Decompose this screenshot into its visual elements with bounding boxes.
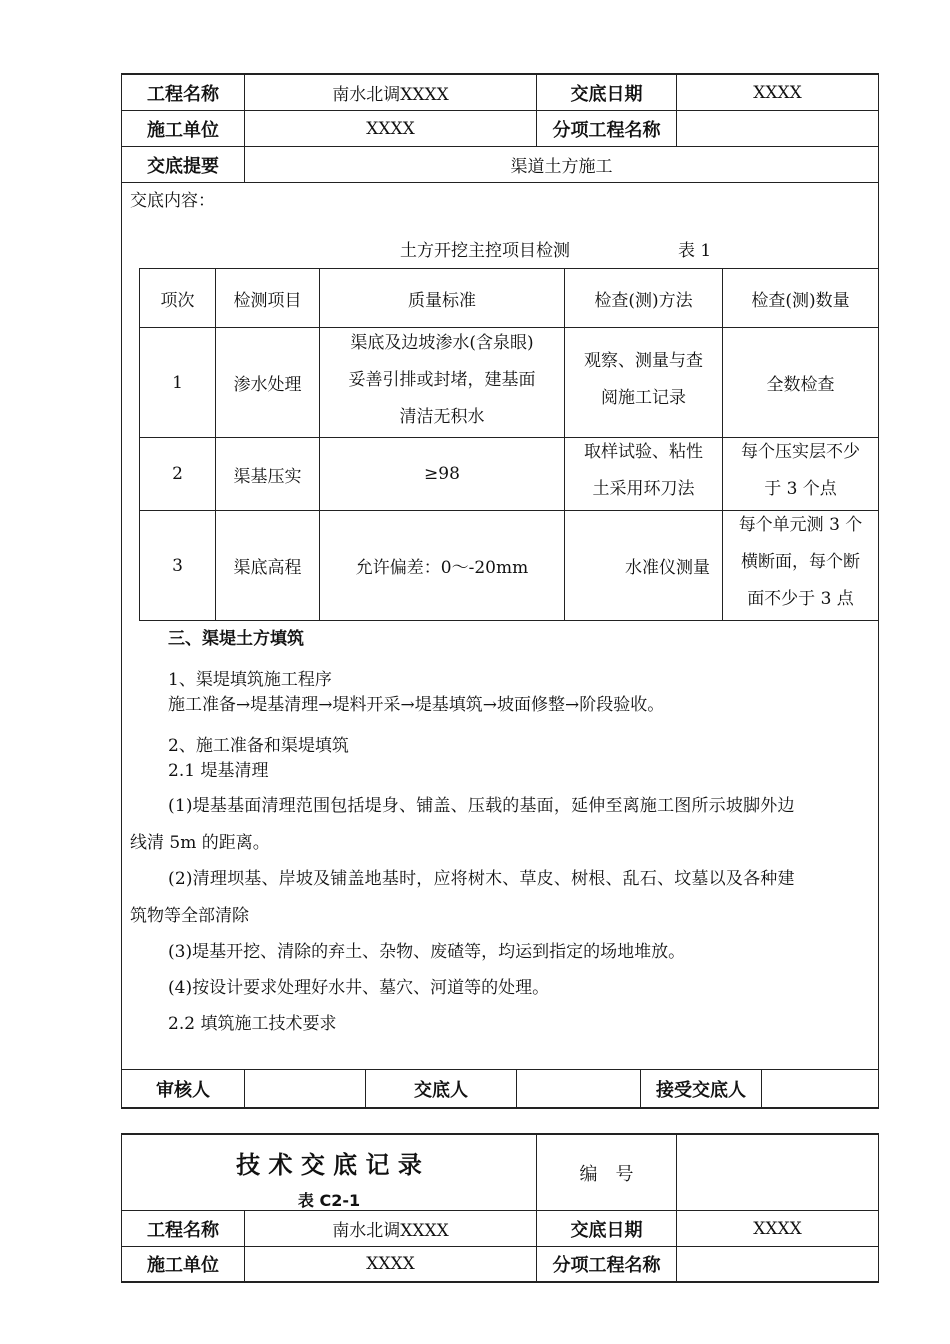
table-row-3-quantity: 每个单元测 3 个 横断面，每个断 面不少于 3 点 <box>738 515 863 609</box>
table-row-2-method: 取样试验、粘性 土采用环刀法 <box>584 442 703 499</box>
table-row-1-method: 观察、测量与查 阅施工记录 <box>584 351 703 408</box>
col-header-no: 项次 <box>160 290 195 311</box>
project-name-label-2: 工程名称 <box>147 1219 219 1241</box>
table-row-2-item: 渠基压实 <box>233 466 302 487</box>
table1-number: 表 1 <box>678 241 712 261</box>
paragraph-9: 2.2 填筑施工技术要求 <box>168 1014 337 1034</box>
paragraph-6a: (2)清理坝基、岸坡及铺盖地基时，应将树木、草皮、树根、乱石、坟墓以及各种建 <box>168 869 795 889</box>
summary-label: 交底提要 <box>147 155 219 177</box>
table-row-1-standard: 渠底及边坡渗水(含泉眼) 妥善引排或封堵，建基面 清洁无积水 <box>348 333 536 427</box>
table-row-3-no: 3 <box>172 555 183 576</box>
paragraph-5b: 线清 5m 的距离。 <box>130 833 270 853</box>
receiver-value <box>762 1070 878 1107</box>
col-header-quantity: 检查(测)数量 <box>751 290 850 311</box>
receiver-label: 接受交底人 <box>656 1079 746 1101</box>
table1-caption: 土方开挖主控项目检测 <box>400 241 570 261</box>
sub-project-label-2: 分项工程名称 <box>552 1255 661 1276</box>
reviewer-label: 审核人 <box>156 1079 210 1101</box>
date-value: XXXX <box>753 82 802 103</box>
project-name-label: 工程名称 <box>147 83 219 105</box>
section-3-title: 三、渠堤土方填筑 <box>168 629 304 649</box>
presenter-label: 交底人 <box>414 1079 468 1101</box>
paragraph-2: 施工准备→堤基清理→堤料开采→堤基填筑→坡面修整→阶段验收。 <box>168 695 665 715</box>
table-row-1-item: 渗水处理 <box>233 375 302 395</box>
sub-project-value-2 <box>677 1247 878 1281</box>
sub-project-value <box>677 111 878 146</box>
paragraph-6b: 筑物等全部清除 <box>130 906 249 926</box>
date-label-2: 交底日期 <box>570 1219 643 1241</box>
form-title: 技 术 交 底 记 录 <box>236 1151 422 1179</box>
project-name-value-2: 南水北调XXXX <box>332 1221 449 1241</box>
table-row-2-standard: ≥98 <box>424 464 460 484</box>
table-row-2-no: 2 <box>172 464 183 484</box>
paragraph-7: (3)堤基开挖、清除的弃土、杂物、废碴等，均运到指定的场地堆放。 <box>168 942 686 962</box>
paragraph-8: (4)按设计要求处理好水井、墓穴、河道等的处理。 <box>168 978 550 998</box>
col-header-standard: 质量标准 <box>408 290 476 311</box>
col-header-method: 检查(测)方法 <box>594 290 693 311</box>
table-row-1-quantity: 全数检查 <box>766 375 835 395</box>
unit-value-2: XXXX <box>366 1254 415 1274</box>
form-number: 表 C2-1 <box>297 1191 361 1210</box>
sub-project-label: 分项工程名称 <box>552 119 661 141</box>
serial-number-label: 编 号 <box>579 1163 634 1185</box>
unit-label: 施工单位 <box>147 119 219 141</box>
table-row-2-quantity: 每个压实层不少 于 3 个点 <box>741 442 860 499</box>
serial-number-value <box>677 1135 878 1210</box>
summary-value: 渠道土方施工 <box>510 157 613 177</box>
unit-value: XXXX <box>366 118 415 139</box>
table-row-3-item: 渠底高程 <box>233 558 302 578</box>
table-row-3-standard: 允许偏差：0～-20mm <box>355 558 529 578</box>
paragraph-3: 2、施工准备和渠堤填筑 <box>168 736 349 756</box>
paragraph-4: 2.1 堤基清理 <box>168 761 269 781</box>
paragraph-5a: (1)堤基基面清理范围包括堤身、铺盖、压载的基面，延伸至离施工图所示坡脚外边 <box>168 796 795 816</box>
project-name-value: 南水北调XXXX <box>332 85 449 105</box>
table-row-1-no: 1 <box>172 372 183 393</box>
unit-label-2: 施工单位 <box>147 1255 219 1276</box>
paragraph-1: 1、渠堤填筑施工程序 <box>168 670 332 690</box>
reviewer-value <box>245 1070 365 1107</box>
date-value-2: XXXX <box>753 1218 802 1239</box>
col-header-item: 检测项目 <box>233 290 302 311</box>
content-label: 交底内容： <box>130 191 215 211</box>
table-row-3-method: 水准仪测量 <box>625 558 710 578</box>
date-label: 交底日期 <box>570 83 643 105</box>
presenter-value <box>517 1070 640 1107</box>
